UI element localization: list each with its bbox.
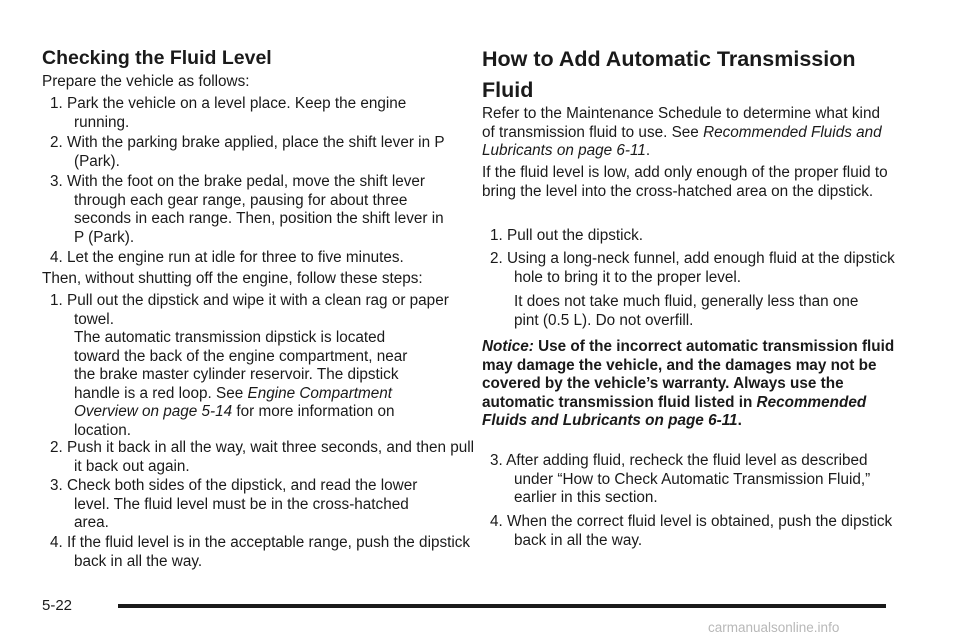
notice-block [482,338,897,431]
intro-paragraph [482,105,887,161]
prep-step-4: 4. Let the engine run at idle for three to five minutes. [50,249,404,266]
intro-text: Refer to the Maintenance Schedule to determine what kind of transmission fluid to use. See [482,105,880,141]
watermark: carmanualsonline.info [708,620,840,635]
prep-step-3: 3. With the foot on the brake pedal, move the shift lever through each gear range, pausing for about three seconds in each range. Then, position the shift lever in P (Park). [50,173,444,246]
add-step-4: 4. When the correct fluid level is obtained, push the dipstick back in all the way. [490,513,893,549]
add-step-1: 1. Pull out the dipstick. [490,227,644,244]
section-heading-checking: Checking the Fluid Level [42,47,272,69]
page-number: 5-22 [42,597,73,614]
low-level-paragraph: If the fluid level is low, add only enough of the proper fluid to bring the level into the cross-hatched area on the dipstick. [482,164,888,200]
prep-intro: Prepare the vehicle as follows: [42,73,250,90]
then-text: Then, without shutting off the engine, follow these steps: [42,270,423,287]
recommended-fluids-ref: Recommended Fluids and Lubricants on page 6-11 [482,123,882,160]
notice-label: Notice: [482,338,534,355]
dipstick-location-note [42,329,424,441]
note-text-end: for more information on location. [74,403,395,439]
notice-ref: Recommended Fluids and Lubricants on page 6-11 [482,393,867,430]
add-step-2: 2. Using a long-neck funnel, add enough fluid at the dipstick hole to bring it to the proper level. [490,250,895,286]
add-step-3: 3. After adding fluid, recheck the fluid level as described under “How to Check Automatic Transmission Fluid,” earlier in this section. [490,452,871,507]
engine-compartment-ref: Engine Compartment Overview on page 5-14 [74,384,393,421]
check-step-1: 1. Pull out the dipstick and wipe it with a clean rag or paper towel. [50,292,449,328]
prep-step-1: 1. Park the vehicle on a level place. Keep the engine running. [50,95,407,131]
notice-text-end: . [737,412,742,430]
check-step-2: 2. Push it back in all the way, wait three seconds, and then pull it back out again. [50,439,475,475]
note-text: The automatic transmission dipstick is located toward the back of the engine compartment, near the brake master cylinder reservoir. The dipstick handle is a red loop. See [74,329,408,402]
prep-step-2: 2. With the parking brake applied, place the shift lever in P (Park). [50,134,445,170]
footer-rule [118,604,886,608]
intro-text-end: . [645,142,651,160]
add-step-2-note: It does not take much fluid, generally less than one pint (0.5 L). Do not overfill. [514,293,859,329]
check-step-4: 4. If the fluid level is in the acceptable range, push the dipstick back in all the way. [50,534,471,570]
check-step-3: 3. Check both sides of the dipstick, and read the lower level. The fluid level must be in the cross-hatched area. [50,477,418,532]
notice-text: Use of the incorrect automatic transmission fluid may damage the vehicle, and the damages may not be covered by the vehicle’s warranty. Always use the automatic transmission fluid listed in [482,338,895,411]
section-heading-adding: How to Add Automatic Transmission Fluid [482,47,856,102]
